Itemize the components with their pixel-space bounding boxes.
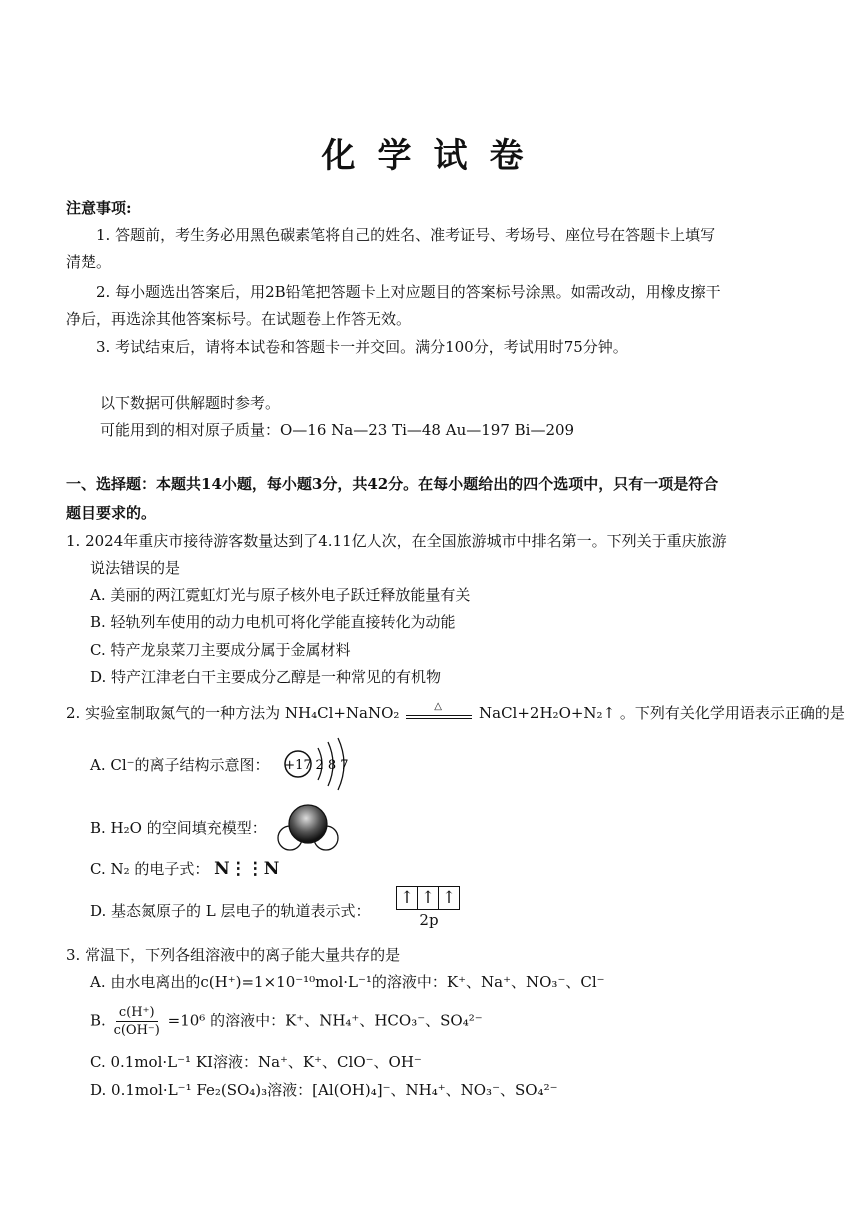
q3-option-b bbox=[90, 1004, 483, 1039]
section-heading-cont: 题目要求的。 bbox=[66, 504, 157, 522]
q2-products: NaCl+2H₂O+N₂↑ bbox=[479, 704, 616, 722]
heat-symbol: △ bbox=[434, 701, 442, 712]
notice-heading: 注意事项: bbox=[66, 199, 132, 217]
q2-option-d-label: D. 基态氮原子的 L 层电子的轨道表示式： bbox=[90, 902, 371, 920]
orbital-label: 2p bbox=[419, 911, 439, 929]
q1-option-a: A. 美丽的两江霓虹灯光与原子核外电子跃迁释放能量有关 bbox=[90, 586, 471, 604]
section-heading: 一、选择题：本题共14小题，每小题3分，共42分。在每小题给出的四个选项中，只有一项是符合 bbox=[66, 475, 719, 493]
q2-stem-pre: 2. 实验室制取氮气的一种方法为 bbox=[66, 704, 281, 722]
ion-structure-diagram bbox=[282, 736, 362, 794]
nucleus-charge: +17 bbox=[284, 758, 312, 773]
q3-option-c: C. 0.1mol·L⁻¹ KI溶液：Na⁺、K⁺、ClO⁻、OH⁻ bbox=[90, 1053, 422, 1071]
q2-option-b bbox=[90, 818, 267, 838]
concentration-ratio bbox=[111, 1004, 163, 1039]
q2-reactants: NH₄Cl+NaNO₂ bbox=[284, 704, 400, 722]
notice-item-3: 3. 考试结束后，请将本试卷和答题卡一并交回。满分100分，考试用时75分钟。 bbox=[96, 338, 628, 356]
n2-electron-formula: N⋮⋮N bbox=[214, 859, 280, 879]
q1-stem: 1. 2024年重庆市接待游客数量达到了4.11亿人次，在全国旅游城市中排名第一。下列关于重庆旅游 bbox=[66, 532, 727, 550]
orbital-box-1: ↑ bbox=[397, 887, 418, 909]
q1-option-c: C. 特产龙泉菜刀主要成分属于金属材料 bbox=[90, 641, 351, 659]
atomic-mass-line: 可能用到的相对原子质量：O—16 Na—23 Ti—48 Au—197 Bi—209 bbox=[100, 421, 575, 439]
reference-intro: 以下数据可供解题时参考。 bbox=[100, 394, 281, 412]
ratio-denominator: c(OH⁻) bbox=[113, 1023, 160, 1038]
q3-option-b-rest: =10⁶ 的溶液中：K⁺、NH₄⁺、HCO₃⁻、SO₄²⁻ bbox=[167, 1011, 483, 1030]
notice-item-2-cont: 净后，再选涂其他答案标号。在试题卷上作答无效。 bbox=[66, 310, 412, 328]
q2-option-a-label: A. Cl⁻的离子结构示意图： bbox=[90, 756, 270, 774]
water-space-filling-model bbox=[276, 802, 340, 854]
q2-option-c-label: C. N₂ 的电子式： bbox=[90, 860, 210, 878]
q3-option-b-label: B. bbox=[90, 1011, 106, 1030]
ratio-numerator: c(H⁺) bbox=[116, 1004, 158, 1022]
electron-shells: 2 8 7 bbox=[315, 758, 349, 773]
q2-stem-post: 。下列有关化学用语表示正确的是 bbox=[619, 704, 845, 722]
q2-option-c bbox=[90, 859, 279, 879]
q1-option-d: D. 特产江津老白干主要成分乙醇是一种常见的有机物 bbox=[90, 668, 442, 686]
orbital-box-3: ↑ bbox=[441, 888, 457, 908]
notice-item-2: 2. 每小题选出答案后，用2B铅笔把答题卡上对应题目的答案标号涂黑。如需改动，用橡皮擦干 bbox=[96, 283, 721, 301]
q2-option-a bbox=[90, 755, 270, 775]
q3-option-d: D. 0.1mol·L⁻¹ Fe₂(SO₄)₃溶液：[Al(OH)₄]⁻、NH₄⁺、NO₃⁻、SO₄²⁻ bbox=[90, 1081, 558, 1099]
orbital-boxes bbox=[396, 886, 460, 910]
q2-option-b-label: B. H₂O 的空间填充模型： bbox=[90, 819, 267, 837]
q1-option-b: B. 轻轨列车使用的动力电机可将化学能直接转化为动能 bbox=[90, 613, 456, 631]
q2-stem bbox=[66, 703, 845, 723]
orbital-box-2: ↑ bbox=[418, 887, 439, 909]
q3-option-a: A. 由水电离出的c(H⁺)=1×10⁻¹⁰mol·L⁻¹的溶液中：K⁺、Na⁺、NO₃⁻、Cl⁻ bbox=[90, 973, 605, 991]
q2-option-d bbox=[90, 901, 371, 921]
q3-stem: 3. 常温下，下列各组溶液中的离子能大量共存的是 bbox=[66, 946, 401, 964]
page-title: 化学试卷 bbox=[321, 136, 546, 176]
orbital-diagram bbox=[396, 886, 462, 930]
q1-stem-cont: 说法错误的是 bbox=[90, 559, 181, 577]
notice-item-1-cont: 清楚。 bbox=[66, 253, 112, 271]
notice-item-1: 1. 答题前，考生务必用黑色碳素笔将自己的姓名、准考证号、考场号、座位号在答题卡上填写 bbox=[96, 226, 716, 244]
reaction-arrow bbox=[406, 701, 472, 719]
